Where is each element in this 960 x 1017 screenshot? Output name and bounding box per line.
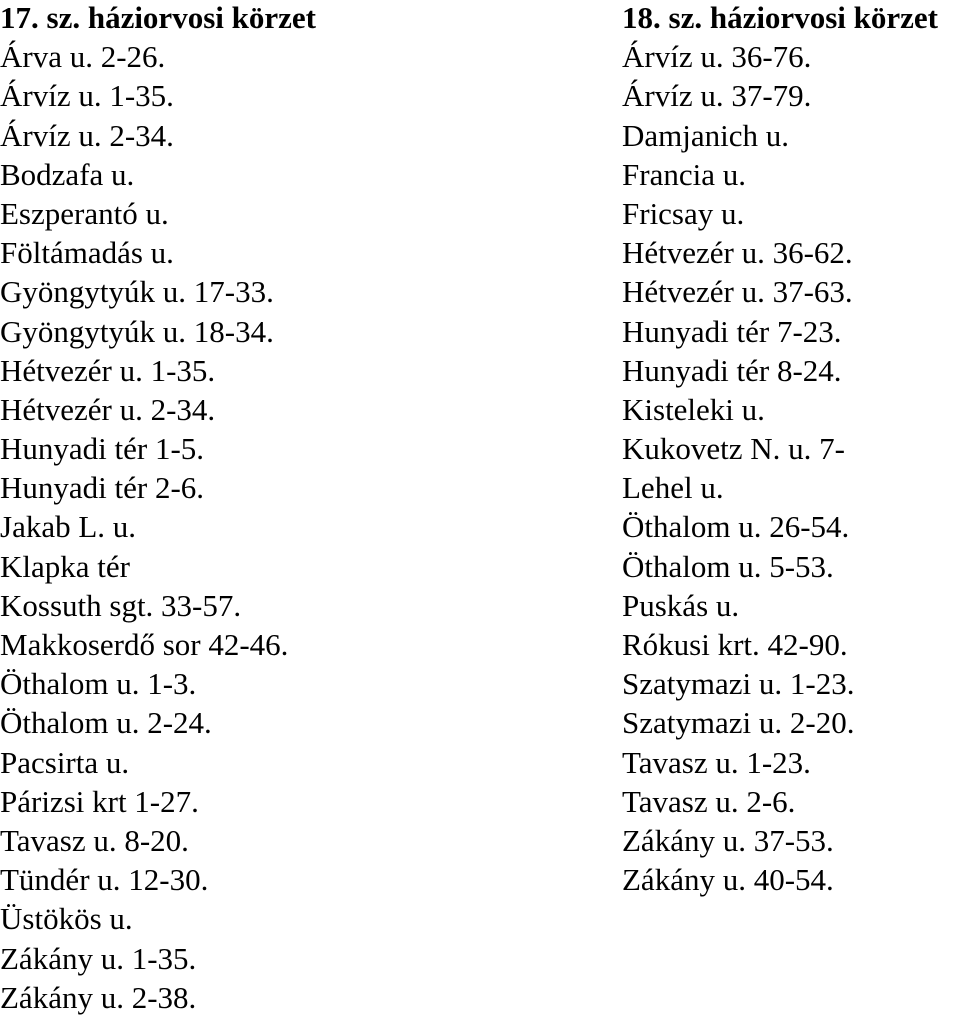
street-item: Hétvezér u. 36-62. bbox=[622, 235, 853, 271]
street-item: Szatymazi u. 2-20. bbox=[622, 705, 855, 741]
street-item: Pacsirta u. bbox=[0, 744, 130, 780]
street-item: Hétvezér u. 37-63. bbox=[622, 274, 853, 310]
street-item: Kukovetz N. u. 7- bbox=[622, 431, 845, 467]
street-item: Kisteleki u. bbox=[622, 391, 765, 427]
street-item: Árvíz u. 1-35. bbox=[0, 78, 174, 114]
street-item: Puskás u. bbox=[622, 587, 740, 623]
street-item: Öthalom u. 2-24. bbox=[0, 705, 212, 741]
district-18-column bbox=[622, 0, 960, 899]
street-item: Párizsi krt 1-27. bbox=[0, 783, 199, 819]
street-item: Árva u. 2-26. bbox=[0, 39, 166, 75]
street-item: Zákány u. 1-35. bbox=[0, 940, 197, 976]
street-item: Hunyadi tér 1-5. bbox=[0, 431, 205, 467]
street-item: Klapka tér bbox=[0, 548, 130, 584]
street-item: Francia u. bbox=[622, 156, 746, 192]
street-item: Fricsay u. bbox=[622, 195, 745, 231]
street-item: Tavasz u. 1-23. bbox=[622, 744, 811, 780]
street-item: Öthalom u. 26-54. bbox=[622, 509, 850, 545]
street-item: Gyöngytyúk u. 18-34. bbox=[0, 313, 274, 349]
street-item: Hunyadi tér 8-24. bbox=[622, 352, 842, 388]
street-item: Árvíz u. 2-34. bbox=[0, 117, 174, 153]
street-item: Damjanich u. bbox=[622, 117, 790, 153]
street-item: Bodzafa u. bbox=[0, 156, 135, 192]
street-item: Árvíz u. 36-76. bbox=[622, 39, 812, 75]
street-item: Tündér u. 12-30. bbox=[0, 862, 209, 898]
district-17-heading: 17. sz. háziorvosi körzet bbox=[0, 0, 316, 35]
street-item: Gyöngytyúk u. 17-33. bbox=[0, 274, 274, 310]
street-item: Hunyadi tér 7-23. bbox=[622, 313, 842, 349]
street-item: Eszperantó u. bbox=[0, 195, 169, 231]
street-item: Üstökös u. bbox=[0, 901, 133, 937]
district-17-street-list bbox=[0, 37, 600, 1017]
street-item: Jakab L. u. bbox=[0, 509, 137, 545]
street-item: Tavasz u. 8-20. bbox=[0, 822, 189, 858]
street-item: Öthalom u. 5-53. bbox=[622, 548, 834, 584]
street-item: Makkoserdő sor 42-46. bbox=[0, 627, 289, 662]
district-18-street-list bbox=[622, 37, 960, 899]
street-item: Rókusi krt. 42-90. bbox=[622, 627, 848, 662]
district-18-heading: 18. sz. háziorvosi körzet bbox=[622, 0, 938, 35]
street-item: Lehel u. bbox=[622, 470, 724, 506]
street-item: Zákány u. 40-54. bbox=[622, 862, 834, 898]
street-item: Zákány u. 2-38. bbox=[0, 979, 197, 1015]
street-item: Hétvezér u. 1-35. bbox=[0, 352, 216, 388]
street-item: Zákány u. 37-53. bbox=[622, 822, 834, 858]
street-item: Szatymazi u. 1-23. bbox=[622, 666, 855, 702]
street-item: Öthalom u. 1-3. bbox=[0, 666, 197, 702]
street-item: Hétvezér u. 2-34. bbox=[0, 391, 216, 427]
street-item: Hunyadi tér 2-6. bbox=[0, 470, 205, 506]
street-item: Tavasz u. 2-6. bbox=[622, 783, 796, 819]
street-item: Kossuth sgt. 33-57. bbox=[0, 587, 242, 623]
street-item: Föltámadás u. bbox=[0, 235, 174, 271]
street-item: Árvíz u. 37-79. bbox=[622, 78, 812, 114]
